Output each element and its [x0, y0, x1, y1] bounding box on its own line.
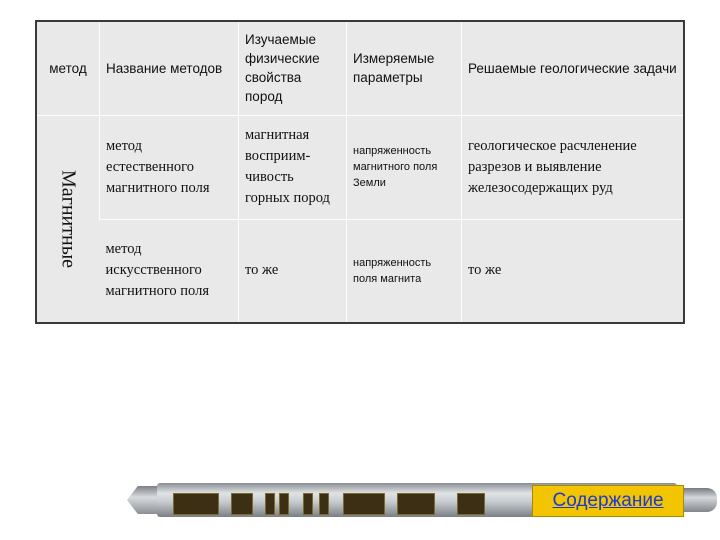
header-row [36, 21, 684, 115]
header-physical-properties: Изучаемые физические свойства пород [239, 21, 347, 115]
header-measured-parameters: Измеряемые параметры [347, 21, 462, 115]
method-name-cell: метод естественного магнитного поля [100, 115, 239, 219]
contents-button[interactable]: Содержание [532, 485, 684, 517]
task-cell: геологическое расчленение разрезов и выявление железосодержащих руд [462, 115, 685, 219]
table-row [36, 219, 684, 322]
parameter-cell: напряженность поля магнита [347, 219, 462, 322]
tool-segment [173, 493, 219, 515]
tool-segment [343, 493, 385, 515]
tool-segment [231, 493, 253, 515]
table-row [36, 115, 684, 219]
tool-segment [397, 493, 435, 515]
parameter-cell: напряженность магнитного поля Земли [347, 115, 462, 219]
header-method-name: Название методов [100, 21, 239, 115]
logging-tool-graphic [127, 480, 717, 520]
tool-segment [265, 493, 275, 515]
header-geological-tasks: Решаемые геологические задачи [462, 21, 685, 115]
tool-segment [279, 493, 289, 515]
property-cell: то же [239, 219, 347, 322]
task-cell: то же [462, 219, 685, 322]
group-cell [36, 115, 100, 323]
methods-table [35, 20, 685, 324]
group-label: Магнитные [57, 169, 80, 268]
tool-segment [303, 493, 313, 515]
tool-segment [319, 493, 329, 515]
tool-segment [457, 493, 485, 515]
method-name-cell: метод искусственного магнитного поля [100, 219, 239, 322]
property-cell: магнитная восприим-чивость горных пород [239, 115, 347, 219]
header-method: метод [49, 60, 87, 76]
